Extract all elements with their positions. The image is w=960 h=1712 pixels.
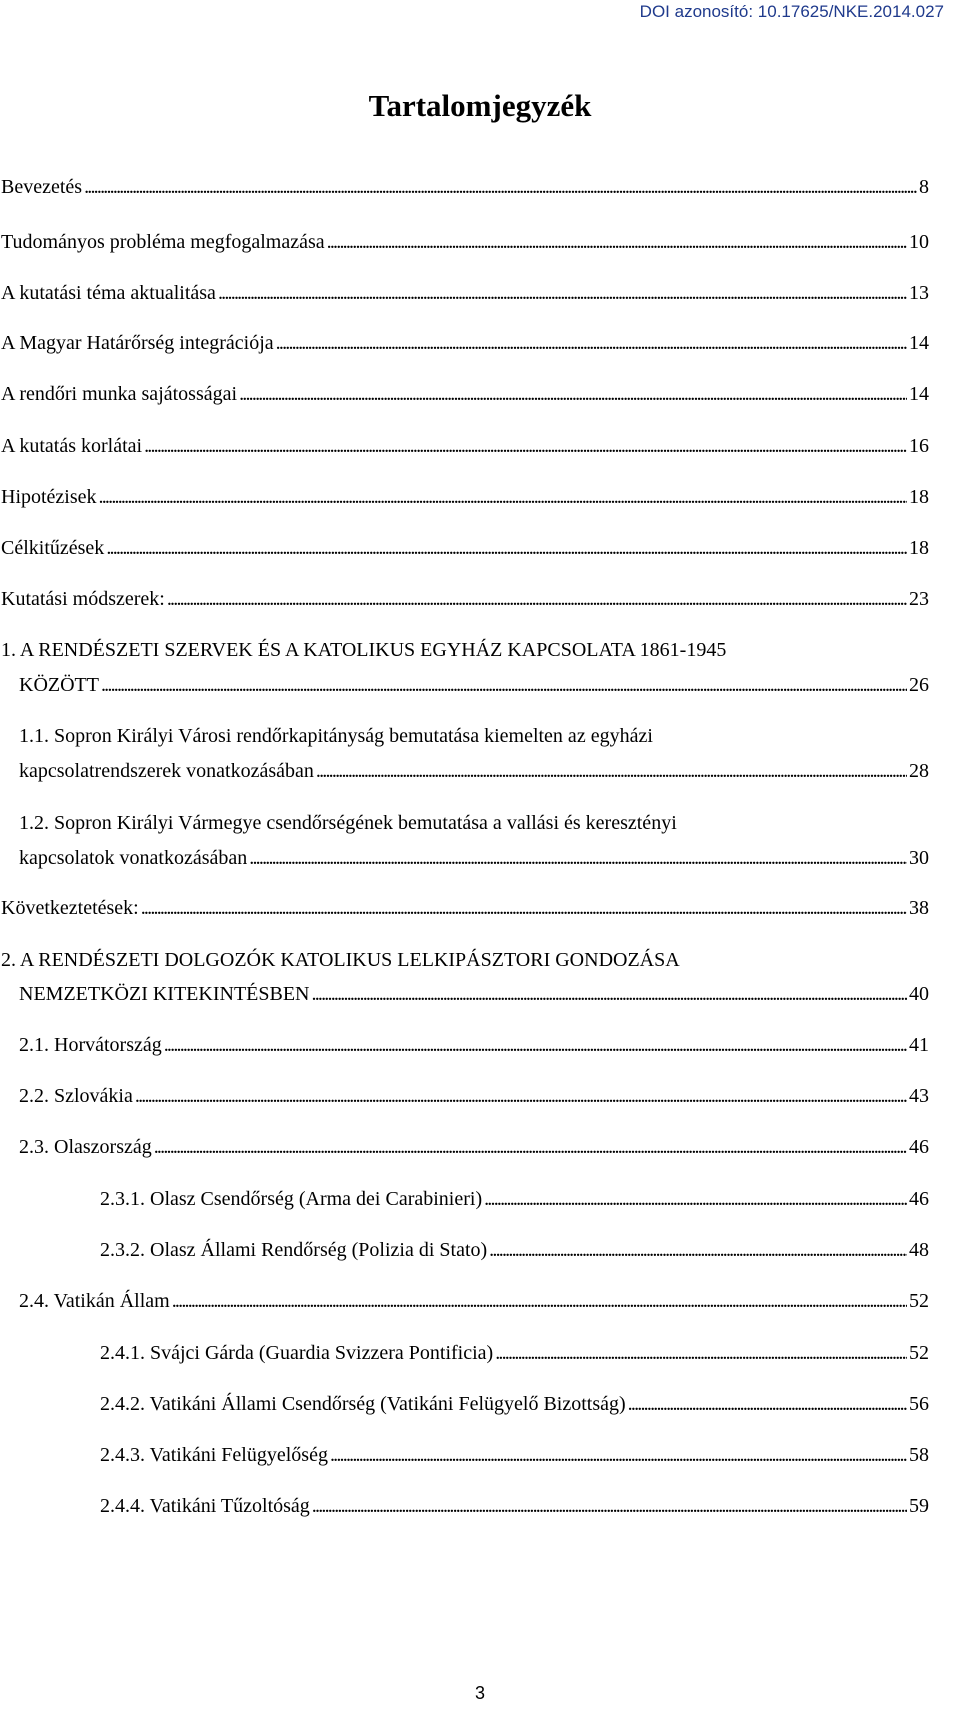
- toc-entry[interactable]: [100, 1445, 929, 1465]
- toc-entry-page: 18: [909, 537, 929, 559]
- page-number: 3: [474, 1683, 485, 1703]
- toc-leader-dots: [312, 984, 908, 1004]
- toc-leader-dots: [135, 1086, 907, 1106]
- toc-entry-page: 26: [909, 674, 929, 696]
- toc-entry[interactable]: [1, 487, 929, 507]
- toc-entry-lead: 1.1. Sopron Királyi Városi rendőrkapitányság bemutatása kiemelten az egyházi: [19, 725, 653, 747]
- toc-entry[interactable]: [1, 384, 929, 404]
- toc-entry-page: 16: [909, 435, 929, 457]
- toc-entry-title: kapcsolatok vonatkozásában: [19, 847, 248, 869]
- toc-leader-dots: [495, 1343, 907, 1363]
- toc-leader-dots: [628, 1394, 907, 1414]
- toc-entry-title: 2.4.4. Vatikáni Tűzoltóság: [100, 1495, 310, 1517]
- toc-entry-page: 38: [909, 897, 929, 919]
- toc-entry-title: Következtetések:: [1, 897, 139, 919]
- toc-entry-title: Hipotézisek: [1, 486, 97, 508]
- toc-entry-page: 10: [909, 231, 929, 253]
- toc-entry[interactable]: [100, 1189, 929, 1209]
- toc-leader-dots: [249, 848, 907, 868]
- toc-entry[interactable]: [100, 1394, 929, 1414]
- toc-entry-title: A rendőri munka sajátosságai: [1, 383, 238, 405]
- toc-entry-title: kapcsolatrendszerek vonatkozásában: [19, 760, 314, 782]
- toc-leader-dots: [154, 1137, 907, 1157]
- toc-leader-dots: [84, 177, 917, 197]
- toc-entry-title: 2.3. Olaszország: [19, 1136, 152, 1158]
- toc-entry-lead: 1.2. Sopron Királyi Vármegye csendőrségének bemutatása a vallási és keresztényi: [19, 812, 677, 834]
- toc-entry-page: 8: [919, 176, 929, 198]
- toc-entry-title: KÖZÖTT: [19, 674, 99, 696]
- toc-entry-title: 2.4. Vatikán Állam: [19, 1290, 170, 1312]
- toc-entry[interactable]: [1, 538, 929, 558]
- toc-entry-title: 2.1. Horvátország: [19, 1034, 162, 1056]
- toc-entry-page: 52: [909, 1290, 929, 1312]
- toc-leader-dots: [144, 436, 907, 456]
- toc-entry-page: 28: [909, 760, 929, 782]
- toc-leader-dots: [489, 1240, 907, 1260]
- toc-leader-dots: [141, 898, 907, 918]
- toc-entry[interactable]: [19, 675, 929, 695]
- toc-entry-lead: 2. A RENDÉSZETI DOLGOZÓK KATOLIKUS LELKIPÁSZTORI GONDOZÁSA: [1, 949, 680, 971]
- toc-entry-page: 30: [909, 847, 929, 869]
- toc-leader-dots: [330, 1445, 907, 1465]
- toc-entry-title: NEMZETKÖZI KITEKINTÉSBEN: [19, 983, 310, 1005]
- toc-leader-dots: [239, 384, 907, 404]
- toc-entry[interactable]: [1, 436, 929, 456]
- toc-entry-lead: 1. A RENDÉSZETI SZERVEK ÉS A KATOLIKUS EGYHÁZ KAPCSOLATA 1861-1945: [1, 639, 727, 661]
- toc-entry-title: 2.4.2. Vatikáni Állami Csendőrség (Vatikáni Felügyelő Bizottság): [100, 1393, 626, 1415]
- toc-entry-title: Tudományos probléma megfogalmazása: [1, 231, 325, 253]
- toc-entry-title: 2.2. Szlovákia: [19, 1085, 133, 1107]
- toc-entry-page: 13: [909, 282, 929, 304]
- toc-entry[interactable]: [1, 232, 929, 252]
- toc-entry[interactable]: [19, 1137, 929, 1157]
- toc-entry-title: 2.3.1. Olasz Csendőrség (Arma dei Carabinieri): [100, 1188, 483, 1210]
- toc-leader-dots: [316, 761, 907, 781]
- doi-header: DOI azonosító: 10.17625/NKE.2014.027: [639, 2, 944, 21]
- toc-entry-page: 58: [909, 1444, 929, 1466]
- toc-entry-page: 56: [909, 1393, 929, 1415]
- toc-entry-title: Kutatási módszerek:: [1, 588, 165, 610]
- toc-entry[interactable]: [19, 1035, 929, 1055]
- toc-leader-dots: [276, 333, 907, 353]
- toc-entry[interactable]: [100, 1496, 929, 1516]
- toc-entry[interactable]: [19, 848, 929, 868]
- toc-entry-title: 2.4.3. Vatikáni Felügyelőség: [100, 1444, 328, 1466]
- toc-entry[interactable]: [19, 761, 929, 781]
- toc-leader-dots: [327, 232, 907, 252]
- toc-leader-dots: [172, 1291, 907, 1311]
- toc-entry[interactable]: [1, 177, 929, 197]
- toc-entry-page: 59: [909, 1495, 929, 1517]
- toc-entry-title: A kutatás korlátai: [1, 435, 143, 457]
- toc-leader-dots: [99, 487, 907, 507]
- toc-entry-page: 14: [909, 332, 929, 354]
- toc-leader-dots: [484, 1189, 907, 1209]
- toc-entry-page: 14: [909, 383, 929, 405]
- toc-leader-dots: [218, 283, 907, 303]
- toc-entry[interactable]: [1, 333, 929, 353]
- toc-leader-dots: [312, 1496, 907, 1516]
- toc-leader-dots: [164, 1035, 907, 1055]
- toc-entry-page: 46: [909, 1136, 929, 1158]
- toc-entry-page: 40: [909, 983, 929, 1005]
- toc-entry[interactable]: [19, 1086, 929, 1106]
- toc-entry-title: Bevezetés: [1, 176, 83, 198]
- toc-entry-title: 2.4.1. Svájci Gárda (Guardia Svizzera Pontificia): [100, 1342, 494, 1364]
- page-title: Tartalomjegyzék: [368, 88, 592, 123]
- toc-leader-dots: [106, 538, 907, 558]
- toc-entry[interactable]: [19, 984, 929, 1004]
- toc-leader-dots: [167, 589, 907, 609]
- toc-entry[interactable]: [1, 589, 929, 609]
- toc-entry[interactable]: [1, 898, 929, 918]
- toc-leader-dots: [101, 675, 907, 695]
- toc-entry-page: 43: [909, 1085, 929, 1107]
- toc-entry-title: A Magyar Határőrség integrációja: [1, 332, 274, 354]
- toc-entry-page: 18: [909, 486, 929, 508]
- toc-entry-title: Célkitűzések: [1, 537, 105, 559]
- toc-entry-page: 23: [909, 588, 929, 610]
- toc-entry-page: 41: [909, 1034, 929, 1056]
- toc-entry[interactable]: [100, 1240, 929, 1260]
- toc-entry-page: 46: [909, 1188, 929, 1210]
- toc-entry-page: 52: [909, 1342, 929, 1364]
- toc-entry-title: 2.3.2. Olasz Állami Rendőrség (Polizia di Stato): [100, 1239, 488, 1261]
- toc-entry-title: A kutatási téma aktualitása: [1, 282, 216, 304]
- toc-entry[interactable]: [100, 1343, 929, 1363]
- toc-entry[interactable]: [1, 283, 929, 303]
- toc-entry-page: 48: [909, 1239, 929, 1261]
- toc-entry[interactable]: [19, 1291, 929, 1311]
